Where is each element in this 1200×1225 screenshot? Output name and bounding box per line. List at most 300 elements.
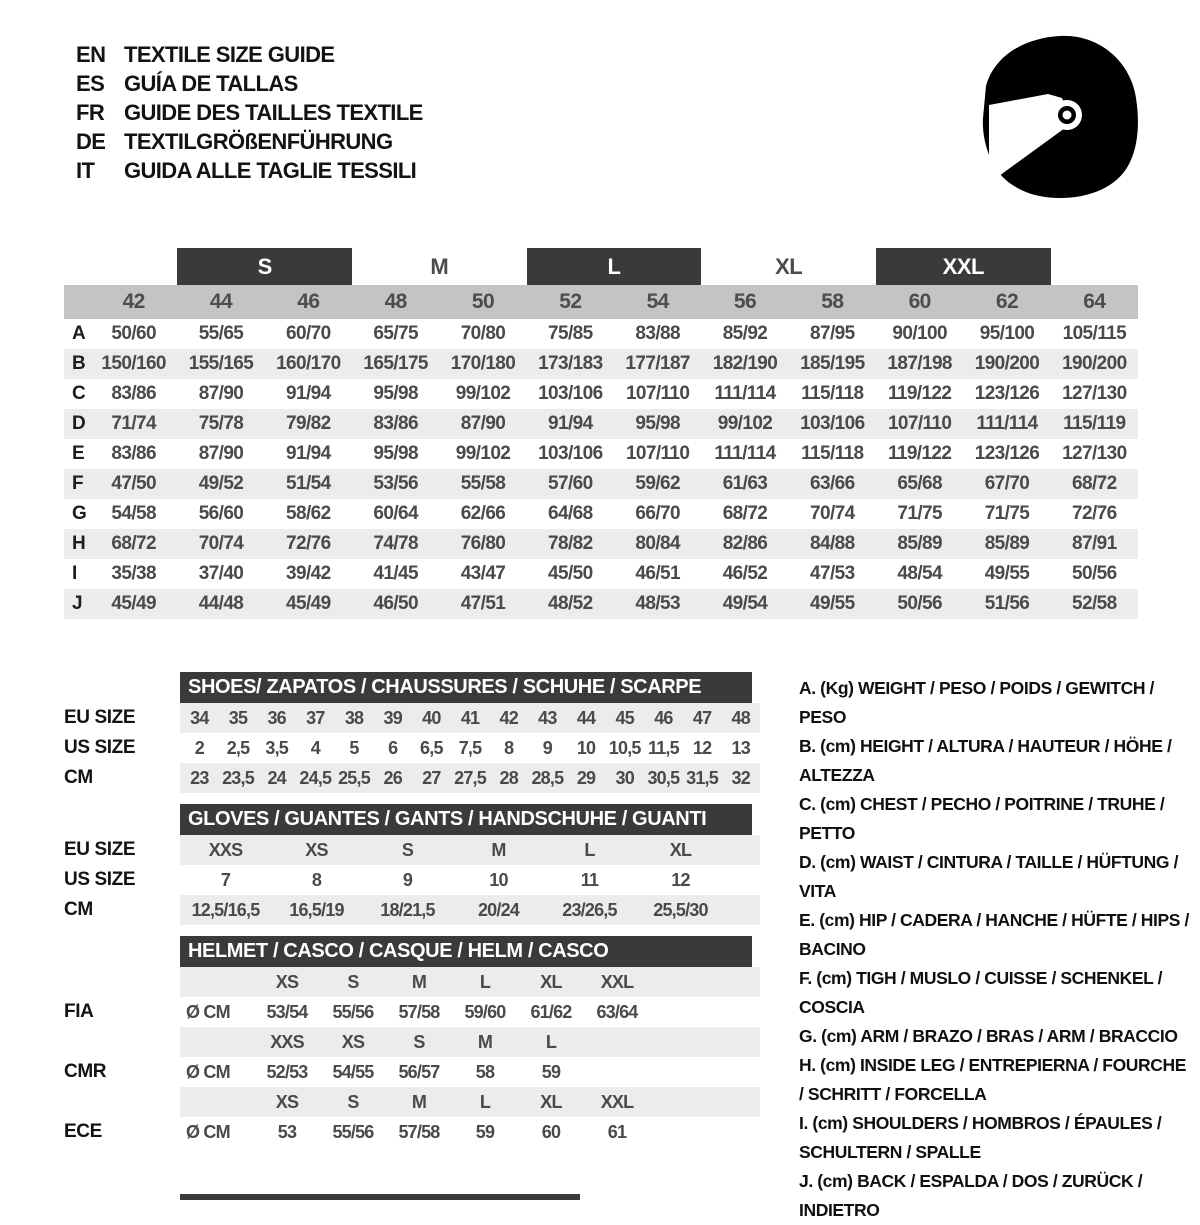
legend-item: I. (cm) SHOULDERS / HOMBROS / ÉPAULES / SCHULTERN / SPALLE xyxy=(799,1113,1162,1162)
language-title-block xyxy=(76,40,423,185)
size-number-cell: 58 xyxy=(821,290,844,313)
size-number-cell: 62 xyxy=(995,290,1019,313)
helmet-standard-row-ece xyxy=(64,1117,764,1147)
legend-item: D. (cm) WAIST / CINTURA / TAILLE / HÜFTUNG / VITA xyxy=(799,852,1179,901)
measurement-row-f xyxy=(64,469,1138,499)
size-label-cell: M xyxy=(411,1091,427,1112)
size-number-cell: 64 xyxy=(1083,290,1106,313)
value-cell: 36 xyxy=(267,707,286,728)
value-cell: 170/180 xyxy=(450,353,516,374)
value-cell: 38 xyxy=(344,707,364,728)
diameter-unit-cell: Ø CM xyxy=(186,1061,230,1082)
value-cell: 123/126 xyxy=(974,443,1040,464)
measurement-row-g xyxy=(64,499,1138,529)
value-cell: 91/94 xyxy=(286,383,331,404)
value-cell: 190/200 xyxy=(974,353,1040,374)
value-cell: 115/119 xyxy=(1063,413,1126,434)
section-row-values xyxy=(180,733,760,763)
value-cell: 50/56 xyxy=(1072,563,1117,584)
value-cell: 26 xyxy=(383,767,402,788)
section-row-label: EU SIZE xyxy=(64,707,136,728)
size-label-cell: XS xyxy=(341,1031,365,1052)
value-cell: 75/85 xyxy=(548,323,593,344)
helmet-standard-row-cmr xyxy=(64,1057,764,1087)
value-cell: 51/56 xyxy=(984,593,1030,614)
measurement-row-a xyxy=(64,319,1138,349)
value-cell: 24,5 xyxy=(299,767,332,788)
title-line xyxy=(76,156,423,185)
value-cell: 111/114 xyxy=(714,383,776,404)
size-label-cell: L xyxy=(479,971,491,992)
section-row xyxy=(64,835,764,865)
measurement-row-i xyxy=(64,559,1138,589)
value-cell: 43/47 xyxy=(460,563,506,584)
language-code: DE xyxy=(76,128,106,154)
value-cell: 115/118 xyxy=(801,383,864,404)
value-cell: 165/175 xyxy=(363,353,428,374)
value-cell: 57/58 xyxy=(398,1121,440,1142)
size-label-cell: L xyxy=(545,1031,557,1052)
value-cell: L xyxy=(584,839,595,860)
size-label-cell: XXL xyxy=(600,1091,634,1112)
spacer-cell xyxy=(180,967,254,997)
section-row-label: US SIZE xyxy=(64,737,136,758)
size-label-cell: XS xyxy=(275,971,299,992)
helmet-standard-values xyxy=(180,1057,760,1087)
value-cell: 177/187 xyxy=(625,353,690,374)
value-cell: 67/70 xyxy=(984,473,1030,494)
value-cell: 12,5/16,5 xyxy=(191,899,260,920)
legend-item: J. (cm) BACK / ESPALDA / DOS / ZURÜCK / INDIETRO xyxy=(799,1171,1143,1220)
value-cell: 173/183 xyxy=(538,353,603,374)
value-cell: 185/195 xyxy=(800,353,865,374)
value-cell: 84/88 xyxy=(810,533,855,554)
value-cell: 44 xyxy=(576,707,596,728)
title-text: TEXTILE SIZE GUIDE xyxy=(124,41,335,67)
value-cell: 53/54 xyxy=(266,1001,308,1022)
value-cell: 57/58 xyxy=(398,1001,440,1022)
value-cell: 111/114 xyxy=(714,443,776,464)
value-cell: XXS xyxy=(208,839,243,860)
size-number-cell: 48 xyxy=(384,290,407,313)
value-cell: 28 xyxy=(499,767,518,788)
value-cell: 45/50 xyxy=(548,563,593,584)
value-cell: 59 xyxy=(541,1061,561,1082)
value-cell: 47/50 xyxy=(111,473,156,494)
value-cell: 27,5 xyxy=(454,767,486,788)
legend-item: F. (cm) TIGH / MUSLO / CUISSE / SCHENKEL / COSCIA xyxy=(799,968,1163,1017)
section-title-bar: SHOES/ ZAPATOS / CHAUSSURES / SCHUHE / SCARPE xyxy=(180,672,752,703)
value-cell xyxy=(584,1057,650,1087)
value-cell: 58 xyxy=(475,1061,495,1082)
value-cell: 87/90 xyxy=(460,413,506,434)
title-text: GUIDE DES TAILLES TEXTILE xyxy=(124,99,423,125)
value-cell: 3,5 xyxy=(265,737,288,758)
legend-item: C. (cm) CHEST / PECHO / POITRINE / TRUHE / PETTO xyxy=(799,794,1165,843)
value-cell: 49/55 xyxy=(810,593,855,614)
value-cell: 71/75 xyxy=(984,503,1030,524)
value-cell: 107/110 xyxy=(625,383,690,404)
value-cell: 115/118 xyxy=(801,443,864,464)
size-label-cell: XXS xyxy=(270,1031,304,1052)
section-row-label: US SIZE xyxy=(64,869,136,890)
value-cell: 11,5 xyxy=(647,737,679,758)
value-cell: 9 xyxy=(402,869,413,890)
size-group-header-row xyxy=(64,248,1138,285)
section-row-label: EU SIZE xyxy=(64,839,136,860)
size-label-cell: M xyxy=(411,971,427,992)
value-cell: 39 xyxy=(383,707,402,728)
size-label-cell: XXL xyxy=(600,971,634,992)
helmet-size-header-values xyxy=(180,1027,760,1057)
row-letter: E xyxy=(72,443,85,464)
size-number-cell: 42 xyxy=(122,290,145,313)
size-label-cell xyxy=(584,1027,650,1057)
size-number-cell: 56 xyxy=(733,290,757,313)
value-cell: 23,5 xyxy=(222,767,254,788)
value-cell: 105/115 xyxy=(1062,323,1127,344)
size-number-cell: 50 xyxy=(471,290,495,313)
helmet-size-header-row xyxy=(64,967,764,997)
helmet-size-header-values xyxy=(180,967,760,997)
value-cell: 127/130 xyxy=(1062,383,1127,404)
value-cell: 107/110 xyxy=(625,443,690,464)
value-cell: 85/89 xyxy=(897,533,942,554)
row-letter: H xyxy=(72,533,86,554)
legend-item: H. (cm) INSIDE LEG / ENTREPIERNA / FOURCHE / SCHRITT / FORCELLA xyxy=(799,1055,1187,1104)
measurement-row-d xyxy=(64,409,1138,439)
spacer-cell xyxy=(180,1027,254,1057)
value-cell: 68/72 xyxy=(722,503,768,524)
value-cell: 37/40 xyxy=(198,563,244,584)
value-cell: 95/98 xyxy=(373,443,418,464)
value-cell: XL xyxy=(669,839,692,860)
value-cell: 182/190 xyxy=(712,353,778,374)
section-row xyxy=(64,733,764,763)
section-row xyxy=(64,895,764,925)
value-cell: 46/51 xyxy=(635,563,680,584)
value-cell: 61 xyxy=(607,1121,627,1142)
language-code: FR xyxy=(76,99,105,125)
value-cell: XS xyxy=(305,839,328,860)
value-cell: 107/110 xyxy=(887,413,952,434)
row-letter: G xyxy=(72,503,87,524)
value-cell: 70/80 xyxy=(460,323,506,344)
value-cell: 65/68 xyxy=(897,473,942,494)
value-cell: 70/74 xyxy=(198,533,244,554)
gloves-size-table xyxy=(64,804,764,925)
size-number-cell: 46 xyxy=(297,290,320,313)
value-cell: 2,5 xyxy=(226,737,250,758)
value-cell: 119/122 xyxy=(887,383,952,404)
value-cell: 187/198 xyxy=(887,353,952,374)
value-cell: 34 xyxy=(190,707,209,728)
value-cell: 83/86 xyxy=(111,443,156,464)
value-cell: 42 xyxy=(499,707,518,728)
section-row xyxy=(64,763,764,793)
value-cell: 23/26,5 xyxy=(562,899,617,920)
value-cell: 103/106 xyxy=(800,413,865,434)
value-cell: 41 xyxy=(460,707,480,728)
value-cell: 45/49 xyxy=(286,593,331,614)
value-cell: 54/55 xyxy=(332,1061,374,1082)
value-cell: 48 xyxy=(731,707,750,728)
value-cell: 90/100 xyxy=(892,323,947,344)
value-cell: 80/84 xyxy=(635,533,680,554)
helmet-size-header-values xyxy=(180,1087,760,1117)
size-label-cell: XL xyxy=(540,971,562,992)
value-cell: 63/64 xyxy=(596,1001,638,1022)
value-cell: 48/54 xyxy=(897,563,942,584)
language-code: ES xyxy=(76,70,105,96)
size-label-cell: XL xyxy=(540,1091,562,1112)
value-cell: 95/100 xyxy=(979,323,1035,344)
value-cell: 87/91 xyxy=(1072,533,1117,554)
value-cell: 47/53 xyxy=(810,563,855,584)
value-cell: 57/60 xyxy=(548,473,593,494)
standard-label: CMR xyxy=(64,1061,107,1082)
section-title-bar: GLOVES / GUANTES / GANTS / HANDSCHUHE / GUANTI xyxy=(180,804,752,835)
size-number-cell: 52 xyxy=(559,290,582,313)
value-cell: 76/80 xyxy=(460,533,506,554)
size-number-cell: 60 xyxy=(908,290,931,313)
row-letter: B xyxy=(72,353,86,374)
section-row-values xyxy=(180,865,760,895)
footwear-gloves-helmet-sections xyxy=(64,672,764,1158)
value-cell: 46/52 xyxy=(722,563,768,584)
value-cell: 79/82 xyxy=(286,413,331,434)
value-cell: 5 xyxy=(349,737,359,758)
value-cell: 83/86 xyxy=(373,413,418,434)
section-row-values xyxy=(180,703,760,733)
value-cell: 71/74 xyxy=(111,413,156,434)
value-cell: 190/200 xyxy=(1062,353,1127,374)
value-cell: 72/76 xyxy=(1072,503,1117,524)
value-cell: 60/70 xyxy=(286,323,331,344)
value-cell: 65/75 xyxy=(373,323,418,344)
cropped-section-bar xyxy=(180,1194,580,1200)
size-number-cell: 44 xyxy=(209,290,233,313)
section-title-bar: HELMET / CASCO / CASQUE / HELM / CASCO xyxy=(180,936,752,967)
value-cell: 56/57 xyxy=(398,1061,440,1082)
value-cell: 74/78 xyxy=(373,533,418,554)
value-cell: 61/62 xyxy=(530,1001,572,1022)
value-cell: 61/63 xyxy=(722,473,768,494)
value-cell: 68/72 xyxy=(1072,473,1117,494)
corner-cell xyxy=(64,285,90,319)
value-cell: 53 xyxy=(277,1121,297,1142)
value-cell: 8 xyxy=(311,869,322,890)
value-cell: 83/88 xyxy=(635,323,680,344)
value-cell: 60/64 xyxy=(373,503,418,524)
value-cell: 56/60 xyxy=(198,503,244,524)
standard-label: FIA xyxy=(64,1001,94,1022)
value-cell: 39/42 xyxy=(286,563,331,584)
value-cell: 82/86 xyxy=(722,533,768,554)
value-cell: 111/114 xyxy=(976,413,1038,434)
value-cell: 45/49 xyxy=(111,593,156,614)
value-cell: 99/102 xyxy=(455,443,511,464)
value-cell: 63/66 xyxy=(810,473,855,494)
value-cell: 62/66 xyxy=(460,503,506,524)
shoes-size-table xyxy=(64,672,764,793)
legend-item: E. (cm) HIP / CADERA / HANCHE / HÜFTE / HIPS / BACINO xyxy=(799,910,1189,959)
value-cell: 150/160 xyxy=(101,353,166,374)
value-cell: 127/130 xyxy=(1062,443,1127,464)
row-letter: I xyxy=(72,563,77,584)
value-cell: 10 xyxy=(576,737,596,758)
section-row xyxy=(64,703,764,733)
value-cell: 29 xyxy=(576,767,596,788)
value-cell: 103/106 xyxy=(538,443,603,464)
legend-item: G. (cm) ARM / BRAZO / BRAS / ARM / BRACCIO xyxy=(799,1026,1178,1046)
size-label-cell: S xyxy=(413,1031,425,1052)
size-label-cell: S xyxy=(347,1091,359,1112)
value-cell: 95/98 xyxy=(635,413,680,434)
value-cell: 7,5 xyxy=(458,737,482,758)
value-cell: 95/98 xyxy=(373,383,418,404)
measurement-row-h xyxy=(64,529,1138,559)
value-cell: 30 xyxy=(615,767,634,788)
value-cell: 72/76 xyxy=(286,533,331,554)
value-cell: 85/92 xyxy=(722,323,768,344)
value-cell: 52/58 xyxy=(1072,593,1117,614)
value-cell: 51/54 xyxy=(286,473,331,494)
value-cell: 13 xyxy=(731,737,750,758)
size-number-cell: 54 xyxy=(646,290,669,313)
value-cell: 83/86 xyxy=(111,383,156,404)
spacer-cell xyxy=(180,1087,254,1117)
value-cell: 160/170 xyxy=(276,353,341,374)
value-cell: 12 xyxy=(692,737,712,758)
row-letter: A xyxy=(72,323,86,344)
language-code: IT xyxy=(76,157,95,183)
title-line xyxy=(76,127,423,156)
legend-item: A. (Kg) WEIGHT / PESO / POIDS / GEWITCH / PESO xyxy=(799,678,1154,727)
value-cell: M xyxy=(491,839,506,860)
value-cell: 32 xyxy=(731,767,750,788)
value-cell: 55/56 xyxy=(332,1001,374,1022)
value-cell: 37 xyxy=(306,707,325,728)
value-cell: 87/95 xyxy=(810,323,855,344)
value-cell: 8 xyxy=(504,737,514,758)
value-cell: 6,5 xyxy=(420,737,443,758)
section-row-label: CM xyxy=(64,899,93,920)
value-cell: 103/106 xyxy=(538,383,603,404)
helmet-standard-values xyxy=(180,997,760,1027)
value-cell: 59/62 xyxy=(635,473,680,494)
value-cell: 50/56 xyxy=(897,593,942,614)
value-cell: 70/74 xyxy=(810,503,855,524)
helmet-size-header-row xyxy=(64,1027,764,1057)
value-cell: 46/50 xyxy=(373,593,418,614)
size-label-cell: L xyxy=(479,1091,491,1112)
section-row-values xyxy=(180,763,760,793)
value-cell: 75/78 xyxy=(198,413,244,434)
value-cell: 60 xyxy=(541,1121,561,1142)
section-row-label: CM xyxy=(64,767,93,788)
value-cell: 55/58 xyxy=(460,473,506,494)
row-letter: J xyxy=(72,593,82,614)
value-cell: 59/60 xyxy=(464,1001,506,1022)
value-cell: 35/38 xyxy=(111,563,156,584)
value-cell: 35 xyxy=(228,707,248,728)
legend-item: B. (cm) HEIGHT / ALTURA / HAUTEUR / HÖHE / ALTEZZA xyxy=(799,736,1172,785)
value-cell: 2 xyxy=(194,737,204,758)
value-cell: 4 xyxy=(310,737,320,758)
value-cell: 66/70 xyxy=(635,503,680,524)
value-cell: 25,5/30 xyxy=(653,899,708,920)
value-cell: 55/56 xyxy=(332,1121,374,1142)
value-cell: 91/94 xyxy=(548,413,593,434)
section-row-values xyxy=(180,895,760,925)
value-cell: 43 xyxy=(538,707,557,728)
value-cell: 123/126 xyxy=(974,383,1040,404)
size-number-row xyxy=(64,285,1138,319)
size-group-xxl: XXL xyxy=(876,248,1051,285)
value-cell: 44/48 xyxy=(198,593,244,614)
language-code: EN xyxy=(76,41,106,67)
value-cell: 45 xyxy=(615,707,634,728)
value-cell: 64/68 xyxy=(548,503,593,524)
helmet-size-header-row xyxy=(64,1087,764,1117)
value-cell: 53/56 xyxy=(373,473,418,494)
standard-label: ECE xyxy=(64,1121,102,1142)
title-line xyxy=(76,98,423,127)
size-label-cell: M xyxy=(477,1031,493,1052)
value-cell: 52/53 xyxy=(266,1061,308,1082)
value-cell: 48/53 xyxy=(635,593,680,614)
value-cell: 6 xyxy=(388,737,398,758)
value-cell: 85/89 xyxy=(984,533,1030,554)
helmet-size-table xyxy=(64,936,764,1147)
value-cell: 48/52 xyxy=(548,593,593,614)
value-cell: 12 xyxy=(671,869,690,890)
value-cell: 99/102 xyxy=(717,413,773,434)
main-size-table xyxy=(64,248,1138,619)
value-cell: 46 xyxy=(654,707,673,728)
value-cell: 78/82 xyxy=(548,533,593,554)
value-cell: 30,5 xyxy=(647,767,680,788)
size-group-l: L xyxy=(527,248,702,285)
diameter-unit-cell: Ø CM xyxy=(186,1121,230,1142)
row-letter: C xyxy=(72,383,86,404)
title-line xyxy=(76,40,423,69)
measurement-legend xyxy=(799,674,1194,1225)
section-row-values xyxy=(180,835,760,865)
value-cell: 41/45 xyxy=(373,563,418,584)
measurement-row-b xyxy=(64,349,1138,379)
value-cell: 47/51 xyxy=(460,593,506,614)
value-cell: 155/165 xyxy=(188,353,254,374)
diameter-unit-cell: Ø CM xyxy=(186,1001,230,1022)
size-group-m: M xyxy=(430,253,449,279)
helmet-standard-values xyxy=(180,1117,760,1147)
value-cell: 7 xyxy=(220,869,231,890)
measurement-rows xyxy=(64,319,1138,619)
value-cell: S xyxy=(401,839,414,860)
helmet-standard-row-fia xyxy=(64,997,764,1027)
title-text: TEXTILGRÖßENFÜHRUNG xyxy=(124,128,393,154)
value-cell: 91/94 xyxy=(286,443,331,464)
value-cell: 20/24 xyxy=(477,899,520,920)
section-row xyxy=(64,865,764,895)
value-cell: 71/75 xyxy=(897,503,942,524)
row-letter: D xyxy=(72,413,86,434)
row-letter: F xyxy=(72,473,84,494)
value-cell: 49/54 xyxy=(722,593,768,614)
measurement-row-e xyxy=(64,439,1138,469)
